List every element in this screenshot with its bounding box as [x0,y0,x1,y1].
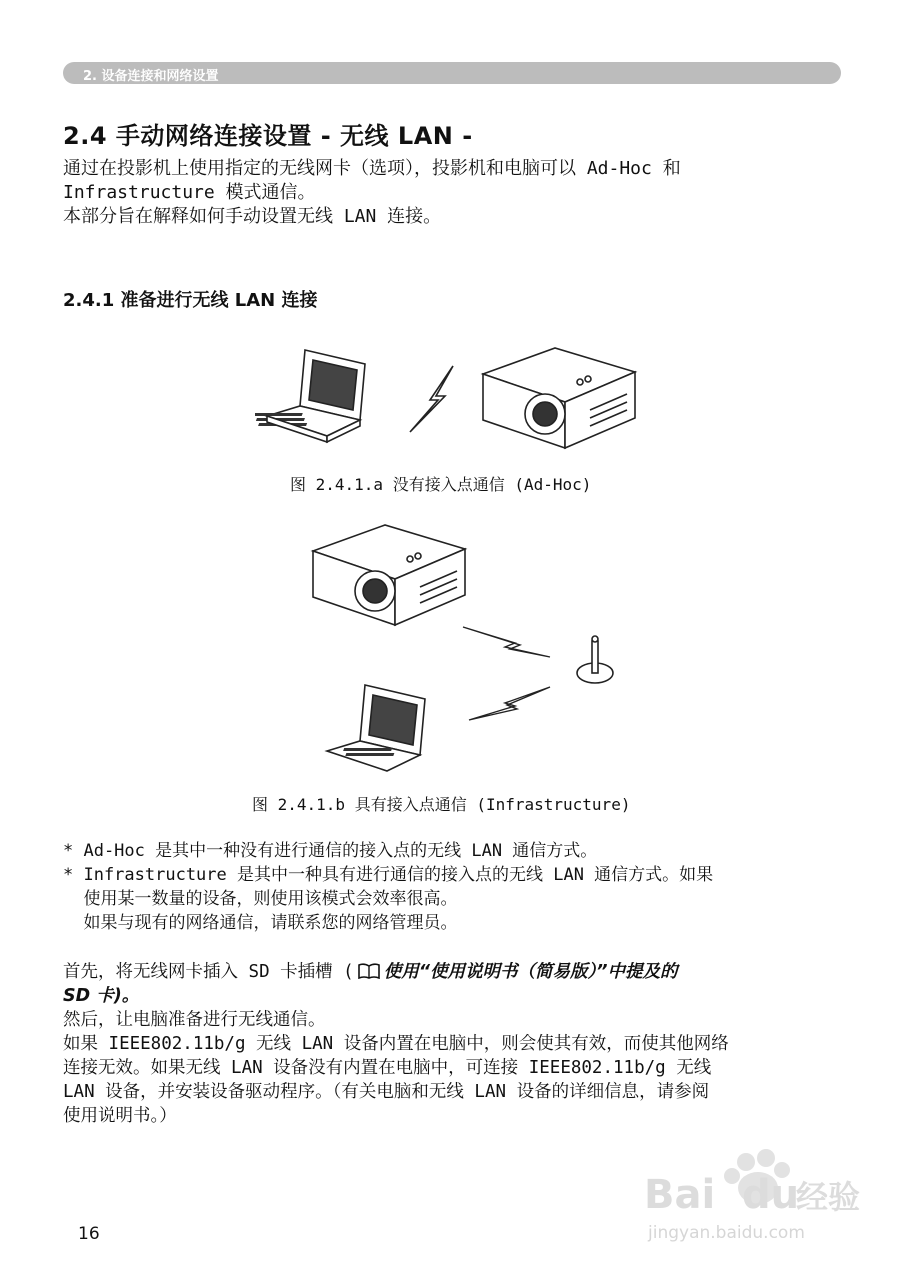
projector-illustration [313,525,465,625]
figure-infrastructure [305,515,645,775]
manual-reference-cont: SD 卡 [63,986,114,1006]
body-line-1 [63,960,729,984]
notes-block [63,839,713,935]
body-line-2-suffix: )。 [113,986,140,1006]
section-header-text: 2. 设备连接和网络设置 [83,69,219,84]
svg-text:du: du [742,1172,800,1218]
note-admin: 如果与现有的网络通信，请联系您的网络管理员。 [63,913,458,933]
figure-adhoc [255,330,655,460]
intro-line-1: 通过在投影机上使用指定的无线网卡（选项），投影机和电脑可以 Ad-Hoc 和 [63,158,681,179]
svg-text:经验: 经验 [796,1178,861,1216]
body-line-1-prefix: 首先，将无线网卡插入 SD 卡插槽 ( [63,962,354,982]
intro-line-2: Infrastructure 模式通信。 [63,182,316,203]
projector-illustration [483,348,635,448]
manual-reference: 使用“使用说明书（简易版）”中提及的 [383,962,678,982]
intro-line-3: 本部分旨在解释如何手动设置无线 LAN 连接。 [63,206,442,227]
access-point-illustration [577,636,613,683]
svg-text:jingyan.baidu.com: jingyan.baidu.com [648,1223,805,1243]
body-line-5: 连接无效。如果无线 LAN 设备没有内置在电脑中，可连接 IEEE802.11b/g 无线 [63,1058,712,1078]
laptop-illustration [327,685,425,771]
note-infrastructure-cont: 使用某一数量的设备，则使用该模式会效率很高。 [63,889,458,909]
subsection-title: 2.4.1 准备进行无线 LAN 连接 [63,290,318,311]
figure-a-caption: 图 2.4.1.a 没有接入点通信 (Ad-Hoc) [290,475,592,494]
baidu-watermark-logo [636,1140,866,1250]
wireless-signal-icon [410,366,453,432]
note-infrastructure: * Infrastructure 是其中一种具有进行通信的接入点的无线 LAN 通信方式。如果 [63,865,714,885]
laptop-illustration [255,350,365,442]
svg-text:Bai: Bai [644,1172,716,1218]
body-line-7: 使用说明书。） [63,1106,177,1126]
wireless-signal-icon [463,627,550,657]
section-header-bar [63,62,841,84]
book-icon [358,963,380,979]
body-line-4: 如果 IEEE802.11b/g 无线 LAN 设备内置在电脑中，则会使其有效，而使其他网络 [63,1034,729,1054]
page-title: 2.4 手动网络连接设置 - 无线 LAN - [63,122,473,150]
body-line-2 [63,984,729,1008]
body-line-3: 然后，让电脑准备进行无线通信。 [63,1010,326,1030]
body-line-6: LAN 设备，并安装设备驱动程序。（有关电脑和无线 LAN 设备的详细信息，请参阅 [63,1082,710,1102]
wireless-signal-icon [469,687,550,720]
note-adhoc: * Ad-Hoc 是其中一种没有进行通信的接入点的无线 LAN 通信方式。 [63,841,598,861]
body-text [63,960,729,1128]
figure-b-caption: 图 2.4.1.b 具有接入点通信 (Infrastructure) [252,795,631,814]
page-number: 16 [78,1224,100,1244]
